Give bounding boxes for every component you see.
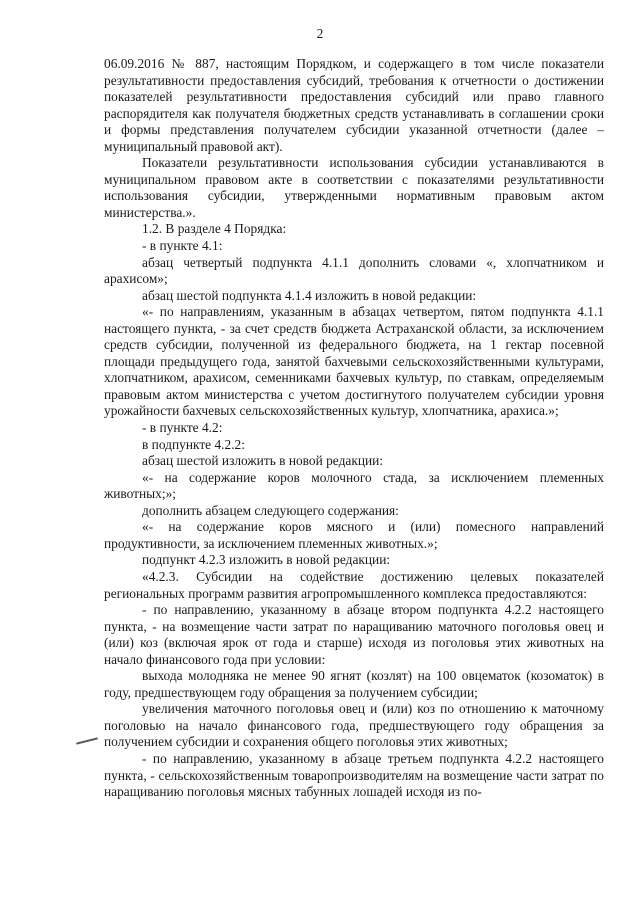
paragraph: выхода молодняка не менее 90 ягнят (козлят) на 100 овцематок (козоматок) в году, предшествующем году обращения за получением субсидии; (104, 668, 604, 700)
paragraph: «- по направлениям, указанным в абзацах четвертом, пятом подпункта 4.1.1 настоящего пункта, - за счет средств бюджета Астраханской области, за исключением средств субсидии, полученной из федерального бюджета, на 1 гектар посевной площади предыдущего года, занятой бахчевыми сельскохозяйственными культурами, хлопчатником, арахисом, семенниками бахчевых культур, по ставкам, определяемым правовым актом министерства с учетом достигнутого получателем субсидии уровня урожайности бахчевых сельскохозяйственных культур, хлопчатника, арахиса.»; (104, 304, 604, 419)
document-body (104, 56, 604, 801)
paragraph: Показатели результативности использования субсидии устанавливаются в муниципальном правовом акте в соответствии с показателями результативности использования субсидии, утвержденными нормативным правовым актом министерства.». (104, 155, 604, 220)
paragraph: 1.2. В разделе 4 Порядка: (142, 221, 287, 237)
page-number: 2 (316, 26, 324, 41)
paragraph: увеличения маточного поголовья овец и (или) коз по отношению к маточному поголовью на начало финансового года, предшествующего году обращения за получением субсидии и сохранения общего поголовья этих животных; (104, 701, 604, 750)
paragraph: - в пункте 4.2: (142, 420, 223, 436)
pen-mark (76, 737, 98, 744)
paragraph: абзац шестой подпункта 4.1.4 изложить в новой редакции: (142, 287, 477, 303)
paragraph: в подпункте 4.2.2: (142, 436, 245, 452)
paragraph: «4.2.3. Субсидии на содействие достижению целевых показателей региональных программ развития агропромышленного комплекса предоставляются: (104, 568, 604, 601)
paragraph: абзац шестой изложить в новой редакции: (142, 453, 384, 469)
paragraph: 06.09.2016 № 887, настоящим Порядком, и содержащего в том числе показатели результативности предоставления субсидий, требования к отчетности о достижении показателей результативности предоставления субсидий или право главного распорядителя как получателя бюджетных средств устанавливать в соглашении сроки и формы представления получателем субсидии указанной отчетности (далее – муниципальный правовой акт). (104, 56, 604, 154)
paragraph: абзац четвертый подпункта 4.1.1 дополнить словами «, хлопчатником и арахисом»; (104, 254, 604, 287)
paragraph: - по направлению, указанному в абзаце третьем подпункта 4.2.2 настоящего пункта, - сельскохозяйственным товаропроизводителям на возмещение части затрат по наращиванию поголовья мясных табунных лошадей исходя из по- (104, 750, 604, 800)
paragraph: подпункт 4.2.3 изложить в новой редакции: (142, 552, 391, 568)
paragraph: «- на содержание коров молочного стада, за исключением племенных животных;»; (104, 469, 604, 502)
paragraph: «- на содержание коров мясного и (или) помесного направлений продуктивности, за исключением племенных животных.»; (104, 519, 604, 551)
paragraph: дополнить абзацем следующего содержания: (142, 502, 399, 518)
paragraph: - по направлению, указанному в абзаце втором подпункта 4.2.2 настоящего пункта, - на возмещение части затрат по наращиванию маточного поголовья овец и (или) коз (включая ярок от года и старше) исходя из поголовья этих животных на начало финансового года при условии: (104, 602, 604, 667)
paragraph: - в пункте 4.1: (142, 238, 223, 254)
